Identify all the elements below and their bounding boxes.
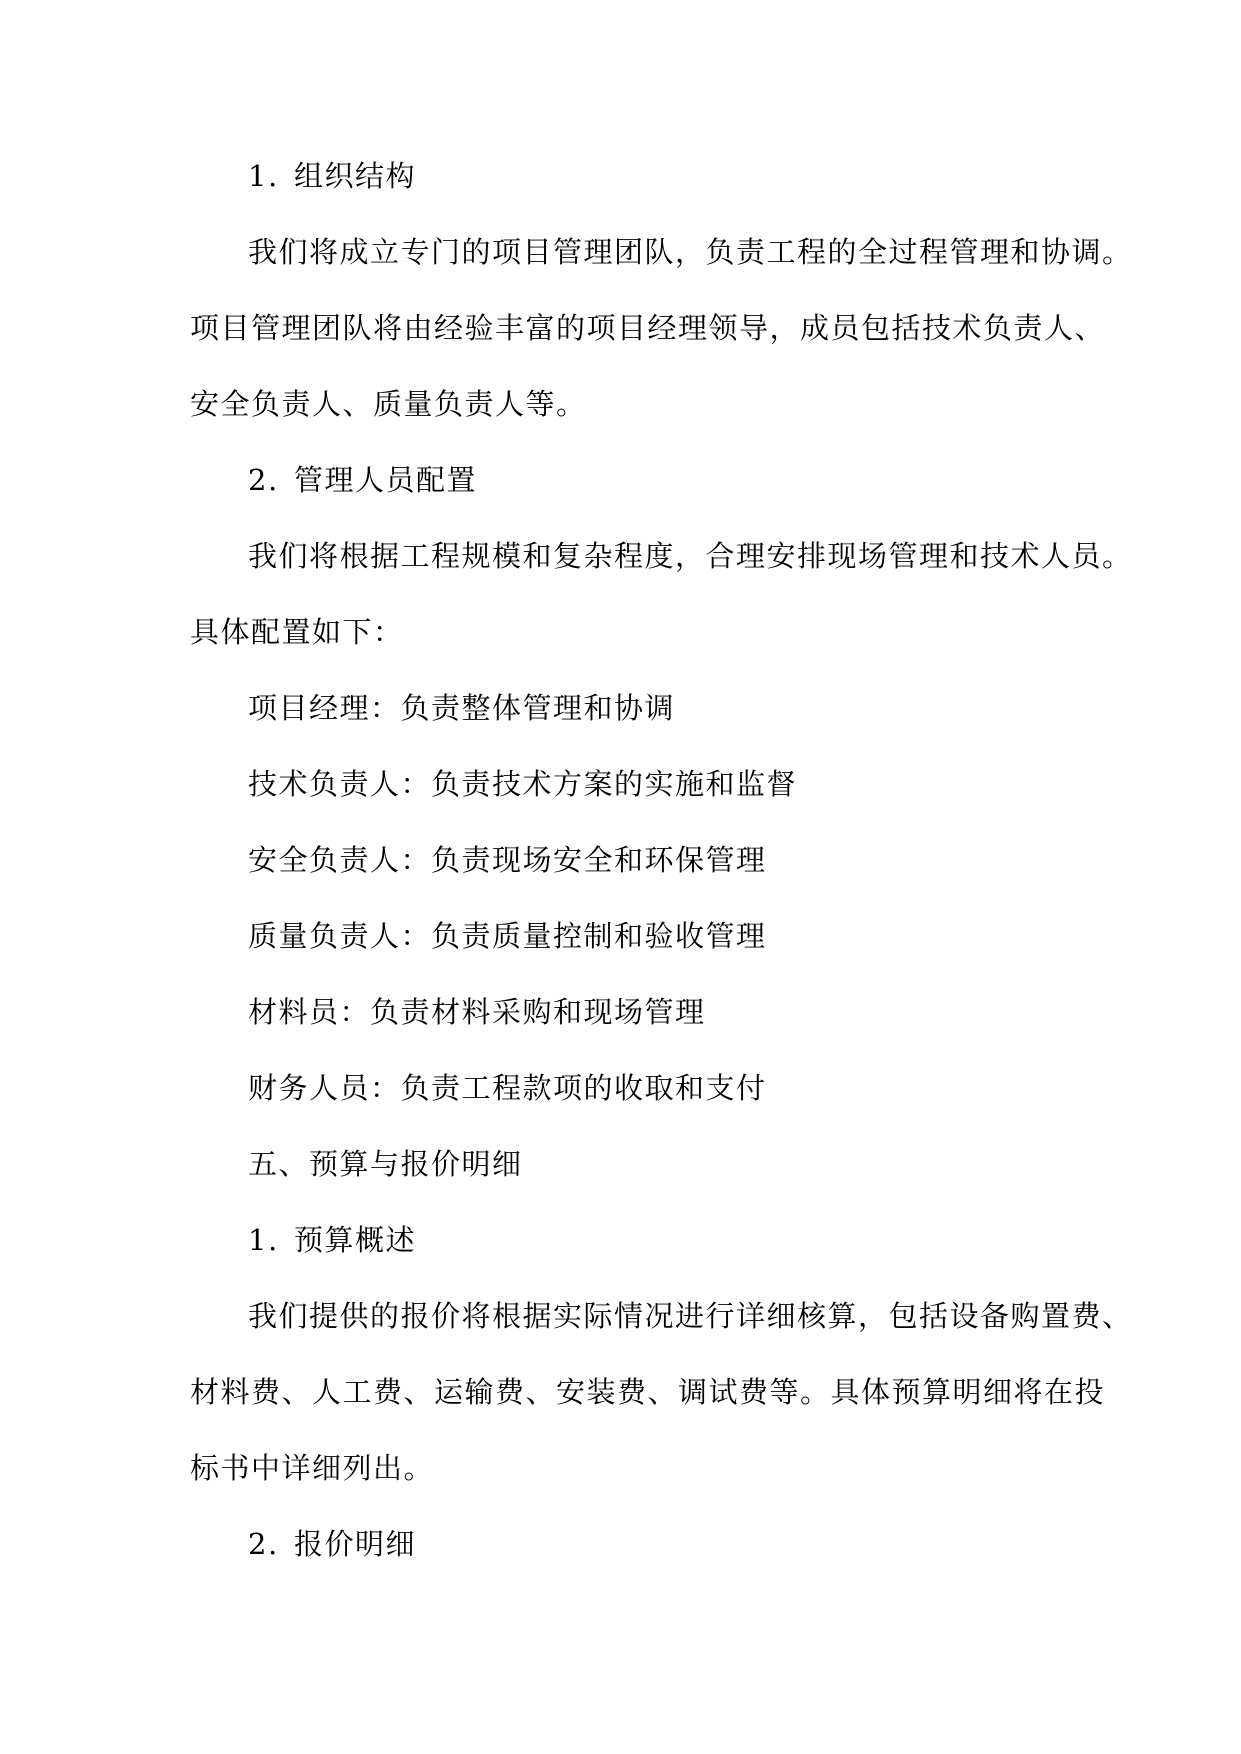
section-heading-budget-overview xyxy=(190,1202,1080,1278)
heading-text: 组织结构 xyxy=(294,159,417,193)
section-heading-organization xyxy=(190,138,1080,214)
heading-number: 1. xyxy=(248,159,279,193)
paragraph-line: 材料费、人工费、运输费、安装费、调试费等。具体预算明细将在投 xyxy=(190,1375,1106,1409)
paragraph-line: 我们提供的报价将根据实际情况进行详细核算，包括设备购置费、 xyxy=(248,1299,1133,1333)
section-heading-staffing xyxy=(190,442,1080,518)
chapter-heading-budget: 五、预算与报价明细 xyxy=(248,1147,523,1181)
paragraph-line: 项目管理团队将由经验丰富的项目经理领导，成员包括技术负责人、 xyxy=(190,311,1106,345)
paragraph-line: 我们将根据工程规模和复杂程度，合理安排现场管理和技术人员。 xyxy=(248,539,1133,573)
role-item: 项目经理：负责整体管理和协调 xyxy=(248,691,676,725)
document-body xyxy=(190,138,1133,1582)
paragraph-line: 安全负责人、质量负责人等。 xyxy=(190,387,587,421)
section-heading-quote-details xyxy=(190,1506,1080,1582)
role-item: 财务人员：负责工程款项的收取和支付 xyxy=(248,1071,767,1105)
heading-number: 1. xyxy=(248,1223,279,1257)
role-item: 质量负责人：负责质量控制和验收管理 xyxy=(248,919,767,953)
role-item: 技术负责人：负责技术方案的实施和监督 xyxy=(248,767,798,801)
role-item: 材料员：负责材料采购和现场管理 xyxy=(248,995,706,1029)
paragraph-line: 标书中详细列出。 xyxy=(190,1451,435,1485)
heading-text: 预算概述 xyxy=(294,1223,417,1257)
role-item: 安全负责人：负责现场安全和环保管理 xyxy=(248,843,767,877)
paragraph-line: 具体配置如下： xyxy=(190,615,404,649)
heading-number: 2. xyxy=(248,1527,279,1561)
paragraph-line: 我们将成立专门的项目管理团队，负责工程的全过程管理和协调。 xyxy=(248,235,1133,269)
heading-text: 报价明细 xyxy=(294,1527,417,1561)
heading-number: 2. xyxy=(248,463,279,497)
heading-text: 管理人员配置 xyxy=(294,463,478,497)
